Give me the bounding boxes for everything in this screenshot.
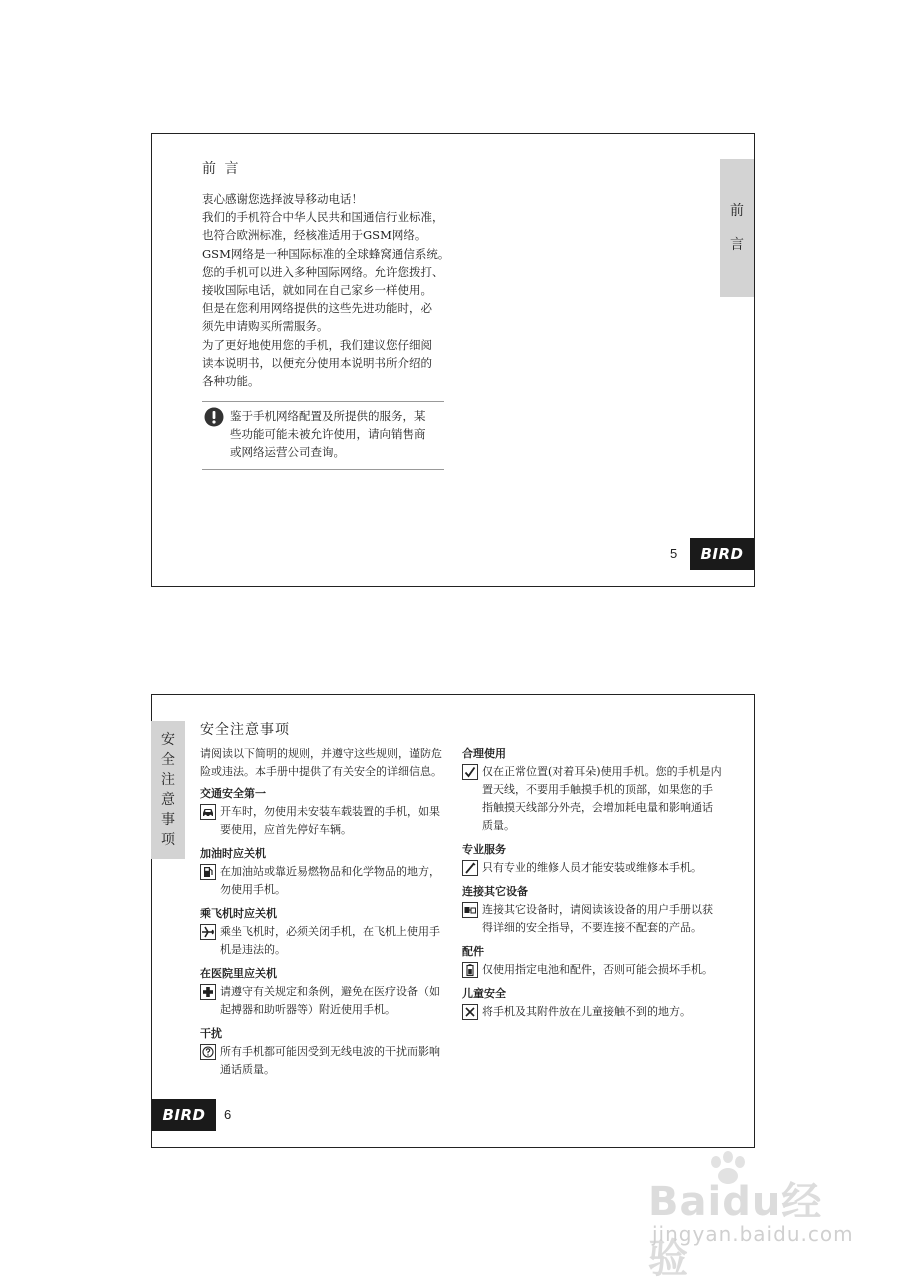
preface-body [202,190,458,390]
page-number: 6 [224,1107,232,1122]
notice-line: 或网络运营公司查询。 [230,445,345,460]
section-title: 在医院里应关机 [200,967,277,980]
section-text: 只有专业的维修人员才能安装或维修本手机。 [482,861,702,874]
fuel-pump-icon [200,864,216,880]
manual-page-5 [151,133,755,587]
bird-logo: BIRD [690,538,754,570]
section-title: 连接其它设备 [462,885,528,898]
body-line: 衷心感谢您选择波导移动电话！ [202,192,363,206]
section-text: 请遵守有关规定和条例，避免在医疗设备（如起搏器和助听器等）附近使用手机。 [220,985,440,1016]
section-text: 在加油站或靠近易燃物品和化学物品的地方，勿使用手机。 [220,865,440,896]
notice-line: 鉴于手机网络配置及所提供的服务，某 [230,409,426,423]
safety-right-column [462,745,722,1027]
intro-text: 请阅读以下简明的规则，并遵守这些规则，谨防危险或违法。本手册中提供了有关安全的详细信息。 [200,747,442,778]
tab-char: 前 [730,203,744,219]
safety-section [462,745,722,835]
divider [202,401,444,402]
section-tab-preface [720,159,754,297]
body-line: 读本说明书，以便充分使用本说明书所介绍的 [202,355,432,370]
tab-char: 言 [730,237,744,253]
warning-icon [204,407,224,427]
notice-text [230,407,426,462]
page-number: 5 [670,546,678,561]
body-line: 我们的手机符合中华人民共和国通信行业标准， [202,210,444,225]
tool-icon [462,860,478,876]
section-text: 开车时，勿使用未安装车载装置的手机，如果要使用，应首先停好车辆。 [220,805,440,836]
safety-section [200,845,446,899]
tab-char: 安 [161,732,175,748]
bird-logo: BIRD [152,1099,216,1131]
interference-icon [200,1044,216,1060]
divider [202,469,444,470]
baidu-watermark [640,1150,860,1282]
tab-char: 意 [161,792,175,808]
safety-section [200,965,446,1019]
tab-char: 项 [161,832,175,848]
safety-section [462,883,722,937]
section-text: 所有手机都可能因受到无线电波的干扰而影响通话质量。 [220,1045,440,1076]
safety-section [200,785,446,839]
page-title: 安全注意事项 [200,722,290,738]
manual-page-6 [151,694,755,1148]
tab-char: 全 [161,752,175,768]
section-text: 将手机及其附件放在儿童接触不到的地方。 [482,1005,691,1018]
body-line: 但是在您利用网络提供的这些先进功能时，必 [202,301,432,316]
tab-char: 事 [161,812,175,828]
tab-char: 注 [161,772,175,788]
section-text: 乘坐飞机时，必须关闭手机，在飞机上使用手机是违法的。 [220,925,440,956]
body-line: 您的手机可以进入多种国际网络。允许您拨打、 [202,264,444,279]
section-title: 配件 [462,945,484,958]
safety-left-column [200,745,446,1085]
safety-section [462,985,722,1021]
section-title: 干扰 [200,1027,222,1040]
section-title: 乘飞机时应关机 [200,907,277,920]
page-title: 前 言 [202,161,241,177]
section-title: 专业服务 [462,843,506,856]
body-line: 须先申请购买所需服务。 [202,319,329,334]
body-line: 各种功能。 [202,374,260,389]
section-text: 连接其它设备时，请阅读该设备的用户手册以获得详细的安全指导，不要连接不配套的产品。 [482,903,713,934]
body-line: 也符合欧洲标准，经核准适用于GSM网络。 [202,228,427,243]
body-line: 为了更好地使用您的手机，我们建议您仔细阅 [202,337,432,352]
notice-line: 些功能可能未被允许使用，请向销售商 [230,427,426,442]
safety-section [200,1025,446,1079]
checkmark-icon [462,764,478,780]
notice-box [204,407,444,462]
watermark-url: jingyan.baidu.com [652,1222,854,1246]
section-text: 仅使用指定电池和配件，否则可能会损坏手机。 [482,963,713,976]
section-title: 合理使用 [462,747,506,760]
section-tab-safety [151,721,185,859]
child-safety-icon [462,1004,478,1020]
safety-section [462,943,722,979]
safety-section [462,841,722,877]
car-icon [200,804,216,820]
safety-section [200,905,446,959]
device-connection-icon [462,902,478,918]
watermark-brand: Baidu经验 [648,1179,823,1282]
section-title: 加油时应关机 [200,847,266,860]
section-title: 儿童安全 [462,987,506,1000]
body-line: GSM网络是一种国际标准的全球蜂窝通信系统。 [202,246,450,261]
medical-cross-icon [200,984,216,1000]
battery-icon [462,962,478,978]
section-text: 仅在正常位置(对着耳朵)使用手机。您的手机是内置天线，不要用手触摸手机的顶部，如果您的手指触摸天线部分外壳，会增加耗电量和影响通话质量。 [482,765,722,832]
section-title: 交通安全第一 [200,787,266,800]
airplane-icon [200,924,216,940]
body-line: 接收国际电话，就如同在自己家乡一样使用。 [202,283,432,298]
